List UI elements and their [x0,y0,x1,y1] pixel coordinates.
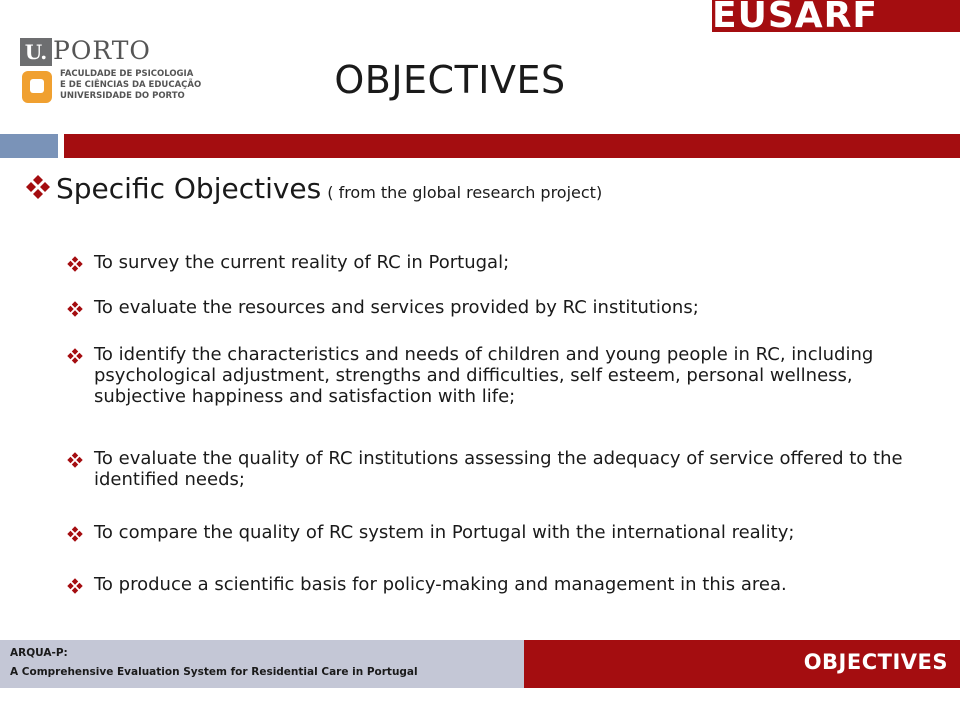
list-item-text: To evaluate the quality of RC institutions assessing the adequacy of service offered to the identified needs; [94,448,903,490]
list-item [66,344,946,407]
section-heading [24,172,602,205]
conference-banner-text: EUSARF 2014 [712,0,878,76]
list-item-text: To survey the current reality of RC in Portugal; [94,252,510,273]
divider-bar-right [64,134,960,158]
list-item [66,522,946,547]
footer-project-description: A Comprehensive Evaluation System for Residential Care in Portugal [10,666,418,678]
bullet-diamond-icon [66,577,84,595]
list-item [66,297,946,322]
bullet-diamond-icon [66,255,84,273]
footer-section-label: OBJECTIVES [803,650,948,674]
page-title: OBJECTIVES [334,58,566,102]
logo-line-3: UNIVERSIDADE DO PORTO [60,91,185,101]
list-item-text: To evaluate the resources and services provided by RC institutions; [94,297,699,318]
bullet-diamond-icon [24,174,52,200]
bullet-diamond-icon [66,451,84,469]
heading-main: Specific Objectives [56,172,322,205]
list-item [66,574,946,599]
bullet-diamond-icon [66,347,84,365]
logo-line-2: E DE CIÊNCIAS DA EDUCAÇÃO [60,80,202,90]
list-item-text: To produce a scientific basis for policy-making and management in this area. [94,574,787,595]
heading-sub: ( from the global research project) [327,183,603,202]
logo-u: U. [20,38,52,66]
conference-banner [712,0,960,76]
bullet-diamond-icon [66,525,84,543]
divider-bar-left [0,134,58,158]
footer-project-name: ARQUA-P: [10,647,68,659]
list-item-text: To identify the characteristics and needs of children and young people in RC, including psychological adjustment, strengths and difficulties, self esteem, personal wellness, subjective happiness and satisfaction with life; [94,344,874,407]
logo-line-1: FACULDADE DE PSICOLOGIA [60,69,194,79]
footer-section [524,640,960,688]
list-item [66,448,946,490]
footer-project-info [0,640,524,688]
bullet-diamond-icon [66,300,84,318]
list-item-text: To compare the quality of RC system in Portugal with the international reality; [94,522,795,543]
logo-porto: PORTO [53,36,151,65]
list-item [66,252,946,277]
